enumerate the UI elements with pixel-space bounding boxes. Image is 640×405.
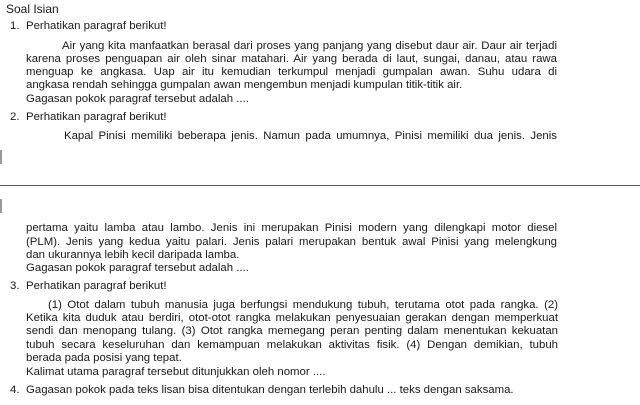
question-number: 1. (10, 20, 20, 32)
question-prompt: Perhatikan paragraf berikut! (26, 111, 167, 123)
paragraph-line: tubuh secara keseluruhan dan kemampuan melakukan aktivitas fisik. (4) Dengan demikian, tubuh (26, 339, 558, 351)
paragraph-line: berada pada posisi yang tepat. (26, 352, 182, 364)
paragraph-line: (1) Otot dalam tubuh manusia juga berfungsi mendukung tubuh, terutama otot pada rangka. (2) (48, 299, 558, 311)
paragraph-line: Ketika kita duduk atau berdiri, otot-otot rangka melakukan penyesuaian gerakan dengan memperkuat (26, 312, 558, 324)
question-prompt: Perhatikan paragraf berikut! (26, 20, 167, 32)
paragraph-line: menguap ke angkasa. Uap air itu kemudian terkumpul menjadi gumpalan awan. Suhu udara di (26, 66, 557, 78)
question-number: 2. (10, 111, 20, 123)
left-edge-tick (0, 199, 2, 213)
paragraph-line: Gagasan pokok paragraf tersebut adalah .... (26, 93, 249, 105)
page-divider (0, 185, 640, 186)
paragraph-line: karena proses penguapan air oleh sinar matahari. Air yang berada di laut, sungai, danau, atau rawa (26, 53, 557, 65)
paragraph-line: Kapal Pinisi memiliki beberapa jenis. Namun pada umumnya, Pinisi memiliki dua jenis. Jenis (64, 130, 557, 142)
paragraph-line: (PLM). Jenis yang kedua yaitu palari. Jenis palari merupakan bentuk awal Pinisi yang melengkung (26, 236, 557, 248)
question-number: 4. (10, 384, 20, 396)
section-title: Soal Isian (6, 2, 59, 16)
question-number: 3. (10, 280, 20, 292)
paragraph-line: pertama yaitu lamba atau lambo. Jenis ini merupakan Pinisi modern yang dilengkapi motor diesel (26, 222, 557, 234)
question-prompt: Perhatikan paragraf berikut! (26, 280, 167, 292)
left-edge-tick (0, 150, 2, 164)
paragraph-line: sendi dan menopang tulang. (3) Otot rangka memegang peran penting dalam menentukan kekuatan (26, 325, 558, 337)
paragraph-line: dan ukurannya lebih kecil daripada lamba. (26, 249, 240, 261)
page-break-gap (0, 148, 640, 204)
paragraph-line: Gagasan pokok paragraf tersebut adalah .... (26, 262, 249, 274)
paragraph-line: Kalimat utama paragraf tersebut ditunjukkan oleh nomor .... (26, 366, 326, 378)
paragraph-line: angkasa rendah sehingga gumpalan awan mengembun menjadi kumpulan titik-titik air. (26, 79, 463, 91)
question-text: Gagasan pokok pada teks lisan bisa ditentukan dengan terlebih dahulu ... teks dengan saksama. (26, 384, 514, 396)
paragraph-line: Air yang kita manfaatkan berasal dari proses yang panjang yang disebut daur air. Daur air terjadi (62, 40, 557, 52)
